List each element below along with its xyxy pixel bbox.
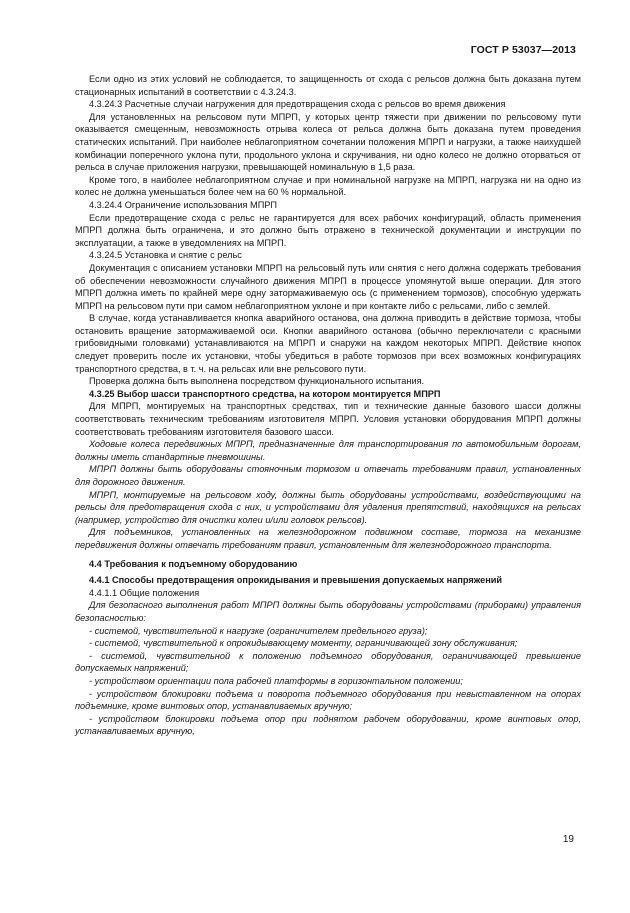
- page-content: [75, 73, 581, 738]
- clause-heading: 4.4.1.1 Общие положения: [89, 587, 200, 598]
- paragraph-italic: МПРП должны быть оборудованы стояночным тормозом и отвечать требованиям правил, установленных для дорожного движения.: [75, 464, 581, 487]
- paragraph: Если предотвращение схода с рельс не гарантируется для всех рабочих конфигураций, область применения МПРП должна быть ограничена, и это должно быть отражено в технической документации и инструкции по эксплуатации, а также в уведомлениях на МПРП.: [75, 212, 581, 248]
- page-number: 19: [562, 834, 574, 845]
- list-item: - устройством ориентации пола рабочей платформы в горизонтальном положении;: [89, 675, 463, 686]
- paragraph: В случае, когда устанавливается кнопка аварийного останова, она должна приводить в действие тормоза, чтобы остановить вращение затормаживаемой оси. Кнопки аварийного останова (обычно переключатели с красными грибовидными головками) устанавливаются на МПРП и снаружи на каждом некоторых МПРП. Действие кнопок следует проверить после их установки, чтобы убедиться в работе тормозов при всех возможных конфигурациях транспортного средства, в т. ч. на рельсах или вне рельсового пути.: [75, 313, 581, 374]
- list-item: - устройством блокировки подъема опор при поднятом рабочем оборудовании, кроме винтовых опор, устанавливаемых вручную,: [75, 713, 581, 737]
- list-item: - системой, чувствительной к нагрузке (ограничителем предельного груза);: [89, 625, 428, 636]
- list-item: - системой, чувствительной к опрокидывающему моменту, ограничивающей зону обслуживания;: [89, 638, 518, 649]
- section-heading: 4.3.25 Выбор шасси транспортного средства, на котором монтируется МПРП: [89, 388, 441, 399]
- paragraph-italic: Для подъемников, установленных на железнодорожном подвижном составе, тормоза на механизме передвижения должны отвечать требованиям правил, установленным для железнодорожного транспорта.: [75, 527, 581, 550]
- paragraph: Для установленных на рельсовом пути МПРП, у которых центр тяжести при движении по рельсовому пути оказывается смещенным, невозможность отрыва колеса от рельса должна быть доказана путем проведения статических испытаний. При наиболее неблагоприятном сочетании положения МПРП и нагрузки, а также наихудшей комбинации поперечного уклона пути, продольного уклона и скручивания, ни одно колесо не должно оторваться от рельса в случае приложения нагрузки, превышающей номинальную в 1,5 раза.: [75, 111, 581, 173]
- document-code: ГОСТ Р 53037—2013: [470, 44, 576, 56]
- paragraph-italic: МПРП, монтируемые на рельсовом ходу, должны быть оборудованы устройствами, воздействующими на рельсы для предотвращения схода с них, и устройствами для удаления препятствий, находящихся на рельсах (например, устройство для очистки колеи и/или головок рельсов).: [75, 489, 581, 525]
- clause-heading: 4.3.24.5 Установка и снятие с рельс: [89, 250, 242, 261]
- paragraph-italic: Для безопасного выполнения работ МПРП должны быть оборудованы устройствами (приборами) управления безопасностью:: [75, 600, 581, 623]
- clause-heading: 4.3.24.4 Ограничение использования МПРП: [89, 199, 278, 210]
- subsection-heading: 4.4.1 Способы предотвращения опрокидывания и превышения допускаемых напряжений: [89, 575, 503, 586]
- paragraph: Документация с описанием установки МПРП на рельсовый путь или снятия с него должна содержать требования об обеспечении невозможности случайного движения МПРП в процессе упомянутой выше операции. Для этого МПРП должна иметь по крайней мере одну затормаживаемую ось (с применением тормозов), способную удержать МПРП на рельсовом пути при самом неблагоприятном уклоне и при контакте либо с рельсами, либо с землей.: [75, 262, 581, 311]
- clause-heading: 4.3.24.3 Расчетные случаи нагружения для предотвращения схода с рельсов во время движения: [89, 99, 506, 110]
- paragraph: Кроме того, в наиболее неблагоприятном случае и при номинальной нагрузке на МПРП, нагрузка ни на одно из колес не должна уменьшаться более чем на 60 % нормальной.: [75, 174, 581, 198]
- paragraph: Если одно из этих условий не соблюдается, то защищенность от схода с рельсов должна быть доказана путем стационарных испытаний в соответствии с 4.3.24.3.: [75, 74, 581, 97]
- list-item: - устройством блокировки подъема и поворота подъемного оборудования при невыставленном на опорах подъемнике, кроме винтовых опор, устанавливаемых вручную;: [75, 688, 581, 712]
- section-heading: 4.4 Требования к подъемному оборудованию: [89, 558, 298, 569]
- paragraph: Для МПРП, монтируемых на транспортных средствах, тип и технические данные базового шасси должны соответствовать техническим требованиям изготовителя МПРП. Условия установки оборудования МПРП должны соответствовать требованиям изготовителя базового шасси.: [75, 401, 581, 437]
- paragraph-italic: Ходовые колеса передвижных МПРП, предназначенные для транспортирования по автомобильным дорогам, должны иметь стандартные пневмошины.: [75, 439, 581, 462]
- list-item: - системой, чувствительной к положению подъемного оборудования, ограничивающей превышение допускаемых напряжений;: [75, 650, 581, 674]
- paragraph: Проверка должна быть выполнена посредством функционального испытания.: [89, 376, 425, 387]
